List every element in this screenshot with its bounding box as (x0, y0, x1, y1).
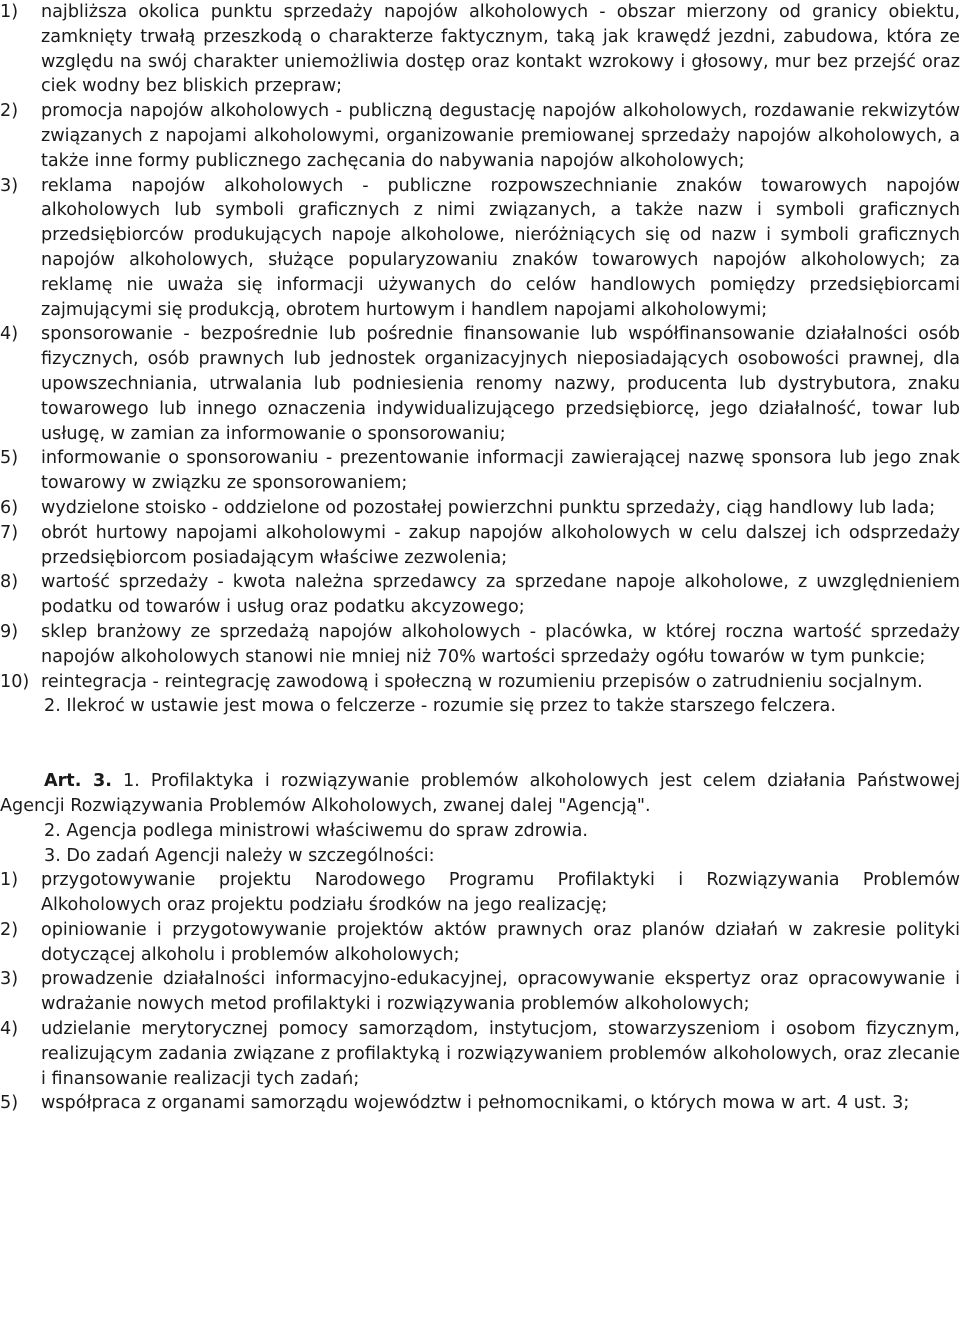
list-item (0, 99, 960, 173)
list-item (0, 0, 960, 99)
list-item-number: 5) (0, 448, 19, 469)
list-item-number: 9) (0, 621, 19, 642)
list-item (0, 1091, 960, 1116)
list-item-text: informowanie o sponsorowaniu - prezentowanie informacji zawierającej nazwę sponsora lub jego znak towarowy w związku ze sponsorowaniem; (41, 448, 960, 494)
list-item-text: współpraca z organami samorządu województw i pełnomocnikami, o których mowa w art. 4 ust. 3; (41, 1093, 910, 1114)
list-item-text: wydzielone stoisko - oddzielone od pozostałej powierzchni punktu sprzedaży, ciąg handlowy lub lada; (41, 497, 936, 518)
list-item-number: 1) (0, 2, 19, 22)
list-item-number: 8) (0, 572, 19, 593)
list-item (0, 868, 960, 918)
list-item-number: 6) (0, 497, 19, 518)
list-item-number: 4) (0, 324, 19, 345)
article-3-para-3: 3. Do zadań Agencji należy w szczególności: (44, 845, 435, 866)
list-item-number: 10) (0, 671, 30, 692)
list-item-number: 3) (0, 175, 19, 196)
list-item-text: opiniowanie i przygotowywanie projektów aktów prawnych oraz planów działań w zakresie polityki dotyczącej alkoholu i problemów alkoholowych; (41, 919, 960, 965)
list-item (0, 570, 960, 620)
list-item-text: promocja napojów alkoholowych - publiczną degustację napojów alkoholowych, rozdawanie rekwizytów związanych z napojami alkoholowymi, organizowanie premiowanej sprzedaży napojów alkoholowych, a także inne formy publicznego zachęcania do nabywania napojów alkoholowych; (41, 101, 960, 171)
list-item (0, 918, 960, 968)
list-item-number: 2) (0, 101, 19, 122)
list-item-text: najbliższa okolica punktu sprzedaży napojów alkoholowych - obszar mierzony od granicy obiektu, zamknięty trwałą przeszkodą o charakterze faktycznym, taką jak krawędź jezdni, zabudowa, która ze względu na swój charakter uniemożliwia dostęp oraz kontakt wzrokowy i głosowy, mur bez przejść oraz ciek wodny bez bliskich przepraw; (41, 2, 960, 97)
list-item-number: 2) (0, 919, 19, 940)
article-label: Art. 3. (44, 771, 112, 792)
article-3-intro (0, 769, 960, 819)
article-3-para-1: 1. Profilaktyka i rozwiązywanie problemów alkoholowych jest celem działania Państwowej Agencji Rozwiązywania Problemów Alkoholowych, zwanej dalej "Agencją". (0, 771, 960, 816)
list-item-text: reintegracja - reintegrację zawodową i społeczną w rozumieniu przepisów o zatrudnieniu socjalnym. (41, 671, 923, 692)
list-item (0, 967, 960, 1017)
list-item (0, 446, 960, 496)
list-item-text: przygotowywanie projektu Narodowego Programu Profilaktyki i Rozwiązywania Problemów Alkoholowych oraz projektu podziału środków na jego realizację; (41, 870, 960, 916)
list-item-number: 1) (0, 870, 19, 891)
list-item (0, 322, 960, 446)
agency-tasks-list (0, 868, 960, 1116)
list-item-text: udzielanie merytorycznej pomocy samorządom, instytucjom, stowarzyszeniom i osobom fizycznym, realizującym zadania związane z profilaktyką i rozwiązywaniem problemów alkoholowych, oraz zlecanie i finansowanie realizacji tych zadań; (41, 1019, 960, 1089)
list-item-text: wartość sprzedaży - kwota należna sprzedawcy za sprzedane napoje alkoholowe, z uwzględnieniem podatku od towarów i usług oraz podatku akcyzowego; (41, 572, 960, 618)
list-item-text: sklep branżowy ze sprzedażą napojów alkoholowych - placówka, w której roczna wartość sprzedaży napojów alkoholowych stanowi nie mniej niż 70% wartości sprzedaży ogółu towarów w tym punkcie; (41, 621, 960, 667)
paragraph-felczer: 2. Ilekroć w ustawie jest mowa o felczerze - rozumie się przez to także starszego felczera. (44, 696, 836, 717)
list-item-text: prowadzenie działalności informacyjno-edukacyjnej, opracowywanie ekspertyz oraz opracowywanie i wdrażanie nowych metod profilaktyki i rozwiązywania problemów alkoholowych; (41, 969, 960, 1015)
list-item-number: 5) (0, 1093, 19, 1114)
list-item-text: sponsorowanie - bezpośrednie lub pośrednie finansowanie lub współfinansowanie działalności osób fizycznych, osób prawnych lub jednostek organizacyjnych nieposiadających osobowości prawnej, dla upowszechniania, utrwalania lub podniesienia renomy nazwy, producenta lub dystrybutora, znaku towarowego lub innego oznaczenia indywidualizującego przedsiębiorcę, jego działalność, towar lub usługę, w zamian za informowanie o sponsorowaniu; (41, 324, 960, 444)
list-item-text: reklama napojów alkoholowych - publiczne rozpowszechnianie znaków towarowych napojów alkoholowych lub symboli graficznych z nimi związanych, a także nazw i symboli graficznych przedsiębiorców produkujących napoje alkoholowe, nieróżniących się od nazw i symboli graficznych napojów alkoholowych, służące popularyzowaniu znaków towarowych napojów alkoholowych; za reklamę nie uważa się informacji używanych do celów handlowych pomiędzy przedsiębiorcami zajmującymi się produkcją, obrotem hurtowym i handlem napojami alkoholowymi; (41, 175, 960, 320)
article-3-para-2: 2. Agencja podlega ministrowi właściwemu do spraw zdrowia. (44, 820, 588, 841)
list-item (0, 521, 960, 571)
list-item (0, 496, 960, 521)
list-item-text: obrót hurtowy napojami alkoholowymi - zakup napojów alkoholowych w celu dalszej ich odsprzedaży przedsiębiorcom posiadającym właściwe zezwolenia; (41, 522, 960, 568)
list-item (0, 670, 960, 695)
list-item (0, 174, 960, 323)
list-item-number: 7) (0, 522, 19, 543)
list-item-number: 3) (0, 969, 19, 990)
section-spacer (0, 719, 960, 769)
list-item-number: 4) (0, 1019, 19, 1040)
list-item (0, 620, 960, 670)
list-item (0, 1017, 960, 1091)
